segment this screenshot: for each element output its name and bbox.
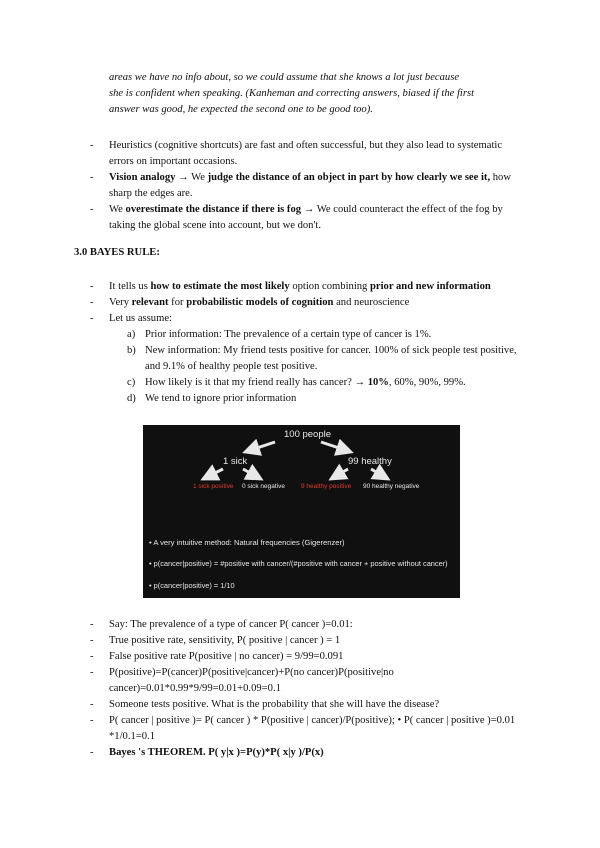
neuroscience-text: and neuroscience xyxy=(333,297,410,308)
node-1-sick: 1 sick xyxy=(223,456,248,467)
vision-analogy-bold: Vision analogy xyxy=(109,172,176,183)
very-text: Very xyxy=(109,297,132,308)
prior-new-bold: prior and new information xyxy=(370,281,491,292)
we-text: We xyxy=(109,204,126,215)
intro-italic-text xyxy=(109,70,529,118)
sharp-edges-text: how sharp the edges are. xyxy=(109,172,512,199)
slide-bullet-1: • A very intuitive method: Natural frequencies (Gigerenzer) xyxy=(149,538,345,547)
options-text: , 60%, 90%, 99%. xyxy=(388,377,466,388)
arrow-to-healthy-negative xyxy=(371,469,388,479)
prior-info-text: Prior information: The prevalence of a certain type of cancer is 1%. xyxy=(145,329,432,340)
for-text: for xyxy=(168,297,187,308)
prevalence-text: Say: The prevalence of a type of cancer P( cancer )=0.01: xyxy=(109,619,353,630)
natural-frequencies-slide xyxy=(143,425,460,598)
list-item xyxy=(0,665,529,697)
leaf-sick-positive: 1 sick positive xyxy=(193,483,234,490)
heuristics-text: Heuristics (cognitive shortcuts) are fast and often successful, but they also lead to systematic errors on important occasions. xyxy=(109,140,503,167)
list-item xyxy=(0,617,529,633)
new-info-text: New information: My friend tests positive for cancer. 100% of sick people test positive, and 9.1% of healthy people test positive. xyxy=(145,345,517,372)
p-positive-text: P(positive)=P(cancer)P(positive|cancer)+P(no cancer)P(positive|no cancer)=0.01*0.99*9/99=0.01+0.09=0.1 xyxy=(109,667,394,694)
list-item xyxy=(0,311,529,327)
computation-list xyxy=(0,617,600,761)
fog-text: → We could counteract the effect of the fog by taking the global scene into account, but we don't. xyxy=(109,204,503,231)
overestimate-bold: overestimate the distance if there is fog xyxy=(125,204,302,215)
bayes-theorem-bold: Bayes 's THEOREM. P( y|x )=P(y)*P( x|y )/P(x) xyxy=(109,747,324,758)
result-text: p(cancer|positive) = 1/10 xyxy=(153,581,235,590)
sub-item-d xyxy=(0,391,525,407)
arrow-to-healthy xyxy=(321,442,351,452)
slide-bullet-2: • p(cancer|positive) = #positive with cancer/(#positive with cancer + positive without cancer) xyxy=(149,559,448,568)
formula-text: p(cancer|positive) = #positive with cancer/(#positive with cancer + positive without cancer) xyxy=(153,559,448,568)
ignore-prior-text: We tend to ignore prior information xyxy=(145,393,297,404)
true-positive-text: True positive rate, sensitivity, P( positive | cancer ) = 1 xyxy=(109,635,341,646)
false-positive-text: False positive rate P(positive | no cancer) = 9/99=0.091 xyxy=(109,651,344,662)
list-item xyxy=(0,202,529,234)
answer-bold: 10% xyxy=(367,377,389,388)
it-tells-text: It tells us xyxy=(109,281,151,292)
list-item xyxy=(0,633,529,649)
leaf-healthy-negative: 90 healthy negative xyxy=(363,483,420,490)
arrow-to-sick xyxy=(245,442,275,452)
list-item xyxy=(0,713,529,745)
sub-item-a xyxy=(0,327,525,343)
slide-bullet-3: • p(cancer|positive) = 1/10 xyxy=(149,581,235,590)
list-item xyxy=(0,697,529,713)
combining-text: option combining xyxy=(289,281,371,292)
intro-line-1: areas we have no info about, so we could assume that she knows a lot just because xyxy=(109,72,460,83)
estimate-bold: how to estimate the most likely xyxy=(150,281,290,292)
sub-item-b xyxy=(0,343,525,375)
sub-label-a: a) xyxy=(127,329,136,340)
sub-item-c xyxy=(0,375,525,391)
list-item xyxy=(0,138,529,170)
relevant-bold: relevant xyxy=(131,297,169,308)
sub-label-b: b) xyxy=(127,345,136,356)
list-item xyxy=(0,649,529,665)
let-us-assume-text: Let us assume: xyxy=(109,313,172,324)
probabilistic-bold: probabilistic models of cognition xyxy=(186,297,334,308)
bayes-list xyxy=(0,279,600,407)
leaf-sick-negative: 0 sick negative xyxy=(242,483,285,490)
list-item xyxy=(0,745,529,761)
intro-line-3: answer was good, he expected the second one to be good too). xyxy=(109,104,373,115)
question-text: How likely is it that my friend really has cancer? → xyxy=(145,377,368,388)
list-item xyxy=(0,295,529,311)
node-99-healthy: 99 healthy xyxy=(348,456,392,467)
tree-arrows xyxy=(143,425,460,598)
arrow-to-sick-negative xyxy=(243,469,261,479)
natural-frequencies-text: A very intuitive method: Natural frequencies (Gigerenzer) xyxy=(153,538,345,547)
leaf-healthy-positive: 9 healthy positive xyxy=(301,483,352,490)
list-item xyxy=(0,279,529,295)
heuristics-list xyxy=(0,138,600,234)
arrow-to-healthy-positive xyxy=(331,469,348,479)
sub-label-d: d) xyxy=(127,393,136,404)
intro-line-2: she is confident when speaking. (Kanheman and correcting answers, biased if the first xyxy=(109,88,475,99)
judge-distance-bold: judge the distance of an object in part by how clearly we see it, xyxy=(207,172,491,183)
question-disease-text: Someone tests positive. What is the probability that she will have the disease? xyxy=(109,699,440,710)
list-item xyxy=(0,170,529,202)
arrow-text: → We xyxy=(175,172,208,183)
section-heading: 3.0 BAYES RULE: xyxy=(74,247,160,258)
node-100-people: 100 people xyxy=(284,429,332,440)
arrow-to-sick-positive xyxy=(203,469,223,479)
sub-label-c: c) xyxy=(127,377,136,388)
posterior-text: P( cancer | positive )= P( cancer ) * P(positive | cancer)/P(positive); • P( cancer | positive )=0.01 *1/0.1=0.1 xyxy=(109,715,516,742)
